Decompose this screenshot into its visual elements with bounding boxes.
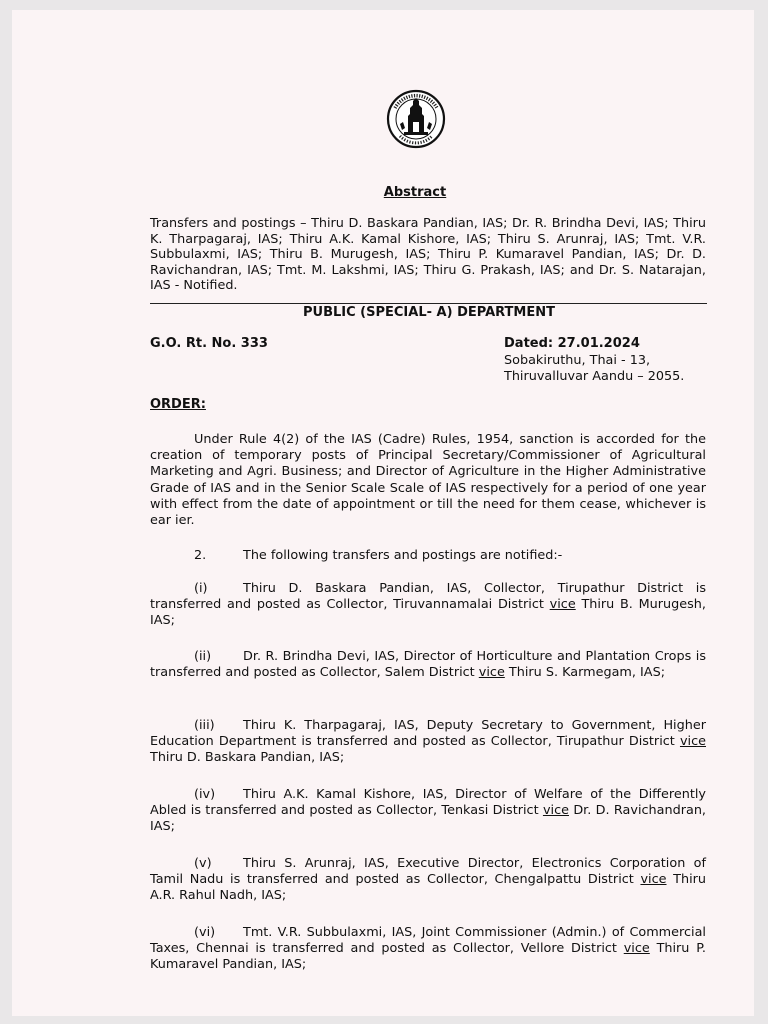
item-tail: Thiru A.R. Rahul Nadh, IAS; bbox=[150, 872, 706, 904]
tamil-date-line-2: Thiruvalluvar Aandu – 2055. bbox=[504, 369, 685, 384]
item-number: (iii) bbox=[194, 718, 215, 733]
item-text: Thiru A.K. Kamal Kishore, IAS, Director of Welfare of the Differently Abled is transferred and posted as Collector, Tenkasi District bbox=[150, 787, 706, 819]
list-item bbox=[150, 925, 706, 974]
vice-label: vice bbox=[549, 597, 576, 613]
item-number: (iv) bbox=[194, 787, 216, 802]
list-item bbox=[150, 787, 706, 836]
dated: Dated: 27.01.2024 bbox=[504, 336, 640, 351]
divider-line bbox=[150, 303, 707, 304]
item-number: (v) bbox=[194, 856, 212, 871]
tamil-nadu-emblem bbox=[386, 86, 446, 152]
order-paragraph-2 bbox=[150, 548, 706, 564]
item-tail: Thiru B. Murugesh, IAS; bbox=[150, 597, 706, 629]
vice-label: vice bbox=[679, 734, 706, 750]
tamil-date-line-1: Sobakiruthu, Thai - 13, bbox=[504, 352, 651, 368]
order-heading: ORDER: bbox=[150, 397, 206, 412]
item-tail: Thiru D. Baskara Pandian, IAS; bbox=[150, 750, 345, 766]
vice-label: vice bbox=[542, 803, 569, 819]
paragraph-2-text: The following transfers and postings are notified:- bbox=[243, 548, 563, 563]
item-number: (ii) bbox=[194, 649, 212, 664]
item-tail: Thiru P. Kumaravel Pandian, IAS; bbox=[150, 941, 706, 973]
list-item bbox=[150, 581, 706, 630]
vice-label: vice bbox=[478, 665, 505, 681]
date-block bbox=[504, 336, 684, 386]
item-number: (i) bbox=[194, 581, 208, 596]
vice-label: vice bbox=[623, 941, 650, 957]
abstract-text: Transfers and postings – Thiru D. Baskara Pandian, IAS; Dr. R. Brindha Devi, IAS; Thiru K. Tharpagaraj, IAS; Thiru A.K. Kamal Kishore, IAS; Thiru S. Arunraj, IAS; Tmt. V.R. Subbulaxmi, IAS; Thiru B. Murugesh, IAS; Thiru P. Kumaravel Pandian, IAS; Dr. D. Ravichandran, IAS; Tmt. M. Lakshmi, IAS; Thiru G. Prakash, IAS; and Dr. S. Natarajan, IAS - Notified. bbox=[150, 216, 706, 294]
vice-label: vice bbox=[640, 872, 667, 888]
document-page bbox=[12, 10, 754, 1016]
item-number: (vi) bbox=[194, 925, 216, 940]
item-tail: Dr. D. Ravichandran, IAS; bbox=[150, 803, 707, 835]
list-item bbox=[150, 718, 706, 767]
item-tail: Thiru S. Karmegam, IAS; bbox=[508, 665, 665, 681]
list-item bbox=[150, 649, 706, 681]
paragraph-2-number: 2. bbox=[194, 548, 207, 563]
item-text: Dr. R. Brindha Devi, IAS, Director of Horticulture and Plantation Crops is transferred and posted as Collector, Salem District bbox=[150, 649, 706, 681]
item-text: Thiru D. Baskara Pandian, IAS, Collector, Tirupathur District is transferred and posted as Collector, Tiruvannamalai District bbox=[150, 581, 706, 613]
item-text: Tmt. V.R. Subbulaxmi, IAS, Joint Commissioner (Admin.) of Commercial Taxes, Chennai is transferred and posted as Collector, Vellore District bbox=[150, 925, 706, 957]
go-number: G.O. Rt. No. 333 bbox=[150, 336, 268, 351]
list-item bbox=[150, 856, 706, 905]
department-name: PUBLIC (SPECIAL- A) DEPARTMENT bbox=[303, 305, 555, 320]
item-text: Thiru K. Tharpagaraj, IAS, Deputy Secretary to Government, Higher Education Department is transferred and posted as Collector, Tirupathur District bbox=[150, 718, 706, 750]
item-text: Thiru S. Arunraj, IAS, Executive Director, Electronics Corporation of Tamil Nadu is transferred and posted as Collector, Chengalpattu District bbox=[150, 856, 706, 888]
paragraph-1-text: Under Rule 4(2) of the IAS (Cadre) Rules, 1954, sanction is accorded for the creation of temporary posts of Principal Secretary/Commissioner of Agricultural Marketing and Agri. Business; and Director of Agriculture in the Higher Administrative Grade of IAS and in the Senior Scale Scale of IAS respectively for a period of one year with effect from the date of appointment or till the need for them cease, whichever is ear ier. bbox=[150, 432, 706, 529]
abstract-title: Abstract bbox=[383, 185, 447, 200]
order-paragraph-1 bbox=[150, 432, 706, 529]
